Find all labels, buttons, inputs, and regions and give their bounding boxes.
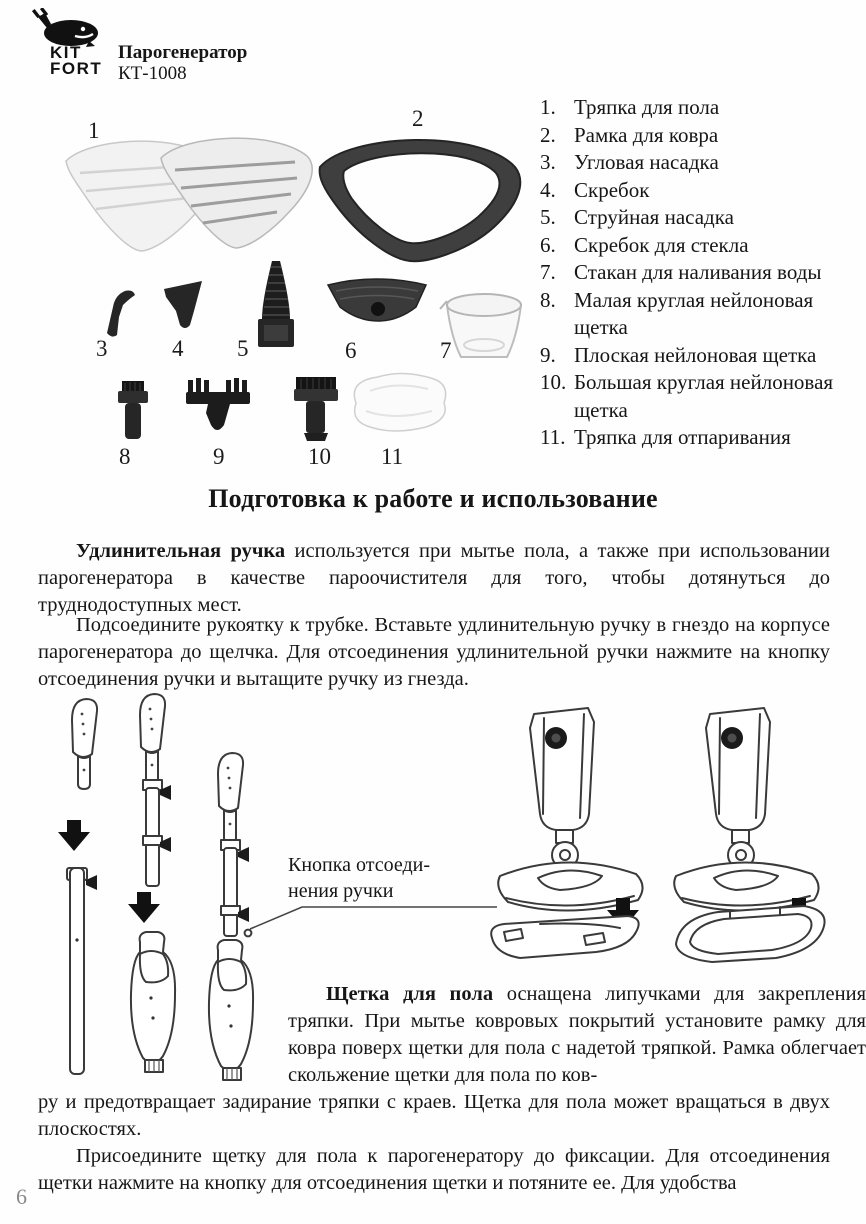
down-arrow-icon: [58, 820, 90, 851]
section-title: Подготовка к работе и использование: [208, 484, 658, 513]
paragraph-lead-bold: Щетка для пола: [326, 983, 494, 1005]
floor-cloth-photo: [66, 138, 312, 251]
parts-list-item: 4. Скребок: [540, 177, 650, 202]
figure-label-3: 3: [96, 336, 108, 361]
figure-label-1: 1: [88, 118, 100, 143]
figure-label-10: 10: [308, 444, 331, 469]
glass-scraper-photo: [328, 279, 426, 321]
parts-list-item: 9. Плоская нейлоновая щетка: [540, 342, 817, 367]
carpet-frame-drawing: [676, 906, 825, 962]
accessories-photo-figure: [40, 95, 530, 475]
figure-label-7: 7: [440, 338, 452, 363]
small-round-brush-photo: [118, 381, 148, 439]
release-button-callout: Кнопка отсоеди-нения ручки: [288, 854, 431, 902]
brand-kit: KIT: [50, 43, 82, 62]
paragraph-extension-handle: Удлинительная ручка используется при мытье пола, а также при использовании парогенератора в качестве пароочистителя для того, чтобы дотянуться до труднодоступных мест.: [38, 540, 830, 616]
flat-brush-photo: [186, 378, 250, 430]
handle-drawing: [218, 753, 243, 843]
brand-fort: FORT: [50, 59, 103, 78]
down-arrow-icon: [128, 892, 160, 923]
carpet-frame-photo: [320, 140, 521, 261]
steam-mop-unit-drawing: [498, 708, 642, 911]
callout-pointer-line: [243, 898, 503, 934]
parts-list-item: 2. Рамка для ковра: [540, 122, 719, 147]
tube-drawing: [224, 848, 237, 936]
parts-list-item: 11. Тряпка для отпаривания: [540, 425, 791, 449]
whale-eye: [81, 27, 85, 31]
figure-label-11: 11: [381, 444, 404, 469]
paragraph-floor-brush-continued: ру и предотвращает задирание тряпки с краев. Щетка для пола может вращаться в двух плоскостях.: [38, 1091, 830, 1140]
parts-list-item: 7. Стакан для наливания воды: [540, 260, 822, 284]
handle-drawing: [140, 694, 165, 784]
steam-generator-body-drawing: [209, 940, 253, 1080]
parts-list: [540, 94, 864, 452]
figure-label-8: 8: [119, 444, 131, 469]
paragraph-floor-brush: Щетка для пола оснащена липучками для закрепления тряпки. При мытье ковровых покрытий установите рамку для ковра поверх щетки для пола с надетой тряпкой. Рамка облегчает скольжение щетки для пола по ков-: [288, 983, 866, 1086]
angle-nozzle-photo: [107, 291, 135, 337]
scraper-photo: [164, 281, 202, 328]
figure-label-2: 2: [412, 106, 424, 131]
floor-cloth-drawing: [491, 916, 638, 958]
figure-label-6: 6: [345, 338, 357, 363]
kitfort-whale-logo-icon: [31, 8, 105, 48]
parts-list-item: 1. Тряпка для пола: [540, 95, 720, 119]
figure-label-4: 4: [172, 336, 184, 361]
tube-drawing: [70, 868, 84, 1074]
parts-list-item: 3. Угловая насадка: [540, 150, 719, 174]
handle-assembly-diagram: [42, 690, 290, 1088]
steaming-cloth-photo: [354, 373, 445, 431]
parts-list-item: 5. Струйная насадка: [540, 205, 734, 229]
product-model: КТ-1008: [118, 63, 187, 84]
paragraph-attach-handle: Подсоедините рукоятку к трубке. Вставьте удлинительную ручку в гнездо на корпусе парогенератора до щелчка. Для отсоединения удлинительной ручки нажмите на кнопку отсоединения ручки и вытащите ручку из гнезда.: [38, 614, 830, 690]
jet-nozzle-photo: [258, 261, 294, 347]
page-number: 6: [16, 1184, 27, 1209]
floor-brush-diagram: [480, 700, 866, 980]
steam-mop-unit-drawing: [674, 708, 818, 911]
parts-list-item: 10. Большая круглая нейлоновая щетка: [540, 370, 834, 422]
figure-label-9: 9: [213, 444, 225, 469]
large-round-brush-photo: [294, 377, 338, 441]
paragraph-attach-brush: Присоедините щетку для пола к парогенератору до фиксации. Для отсоединения щетки нажмите на кнопку для отсоединения щетки и потяните ее. Для удобства: [38, 1145, 830, 1194]
measuring-cup-photo: [440, 294, 521, 357]
bottom-text-block: [38, 1089, 830, 1197]
steam-generator-body-drawing: [131, 932, 175, 1072]
figure-label-5: 5: [237, 336, 249, 361]
parts-list-item: 6. Скребок для стекла: [540, 232, 749, 257]
brand-wordmark: [50, 45, 102, 77]
paragraph-lead-bold: Удлинительная ручка: [76, 540, 286, 562]
handle-drawing: [72, 699, 97, 789]
product-name: Парогенератор: [118, 42, 248, 63]
parts-list-item: 8. Малая круглая нейлоновая щетка: [540, 287, 814, 339]
